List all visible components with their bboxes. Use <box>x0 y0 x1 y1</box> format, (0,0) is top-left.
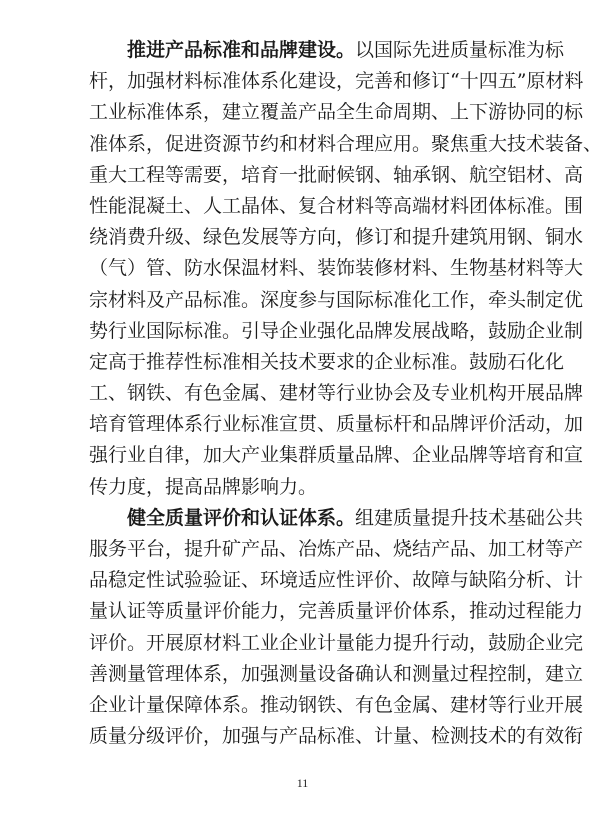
paragraph-1-line: 工、钢铁、有色金属、建材等行业协会及专业机构开展品牌 <box>89 382 584 405</box>
paragraph-1-line: 工业标准体系，建立覆盖产品全生命周期、上下游协同的标 <box>89 101 584 124</box>
paragraph-2-line: 量认证等质量评价能力，完善质量评价体系，推动过程能力 <box>89 600 584 623</box>
paragraph-2-line: 善测量管理体系，加强测量设备确认和测量过程控制，建立 <box>89 662 584 685</box>
paragraph-1-heading: 推进产品标准和品牌建设。 <box>127 39 356 61</box>
paragraph-1-line: 宗材料及产品标准。深度参与国际标准化工作，牵头制定优 <box>89 288 584 311</box>
paragraph-2-line-1 <box>89 503 584 534</box>
body-text <box>89 35 603 752</box>
paragraph-1-line: 强行业自律，加大产业集群质量品牌、企业品牌等培育和宣 <box>89 444 584 467</box>
paragraph-1-text: 以国际先进质量标准为标 <box>355 39 565 61</box>
paragraph-2-line: 企业计量保障体系。推动钢铁、有色金属、建材等行业开展 <box>89 693 584 716</box>
paragraph-2-line: 服务平台，提升矿产品、冶炼产品、烧结产品、加工材等产 <box>89 538 584 560</box>
paragraph-1-line: 重大工程等需要，培育一批耐候钢、轴承钢、航空铝材、高 <box>89 163 584 186</box>
paragraph-1-line: 性能混凝土、人工晶体、复合材料等高端材料团体标准。围 <box>89 194 584 217</box>
paragraph-1-line: 传力度，提高品牌影响力。 <box>89 475 318 498</box>
paragraph-1-line: （气）管、防水保温材料、装饰装修材料、生物基材料等大 <box>89 257 584 280</box>
paragraph-1-line: 定高于推荐性标准相关技术要求的企业标准。鼓励石化化 <box>89 350 565 373</box>
paragraph-2-line: 品稳定性试验验证、环境适应性评价、故障与缺陷分析、计 <box>89 569 584 592</box>
paragraph-1-line: 准体系，促进资源节约和材料合理应用。聚焦重大技术装备、 <box>89 132 603 155</box>
paragraph-1-line: 势行业国际标准。引导企业强化品牌发展战略，鼓励企业制 <box>89 319 584 342</box>
paragraph-1-line: 杆，加强材料标准体系化建设，完善和修订“十四五”原材料 <box>89 70 584 93</box>
page-number: 11 <box>296 776 309 790</box>
paragraph-2-line: 评价。开展原材料工业企业计量能力提升行动，鼓励企业完 <box>89 631 584 654</box>
paragraph-1-line: 绕消费升级、绿色发展等方向，修订和提升建筑用钢、铜水 <box>89 226 584 249</box>
paragraph-1-line-1 <box>89 35 565 66</box>
paragraph-2-line: 质量分级评价，加强与产品标准、计量、检测技术的有效衔 <box>89 725 584 748</box>
paragraph-1-line: 培育管理体系行业标准宣贯、质量标杆和品牌评价活动，加 <box>89 413 584 436</box>
paragraph-2-text: 组建质量提升技术基础公共 <box>355 506 584 529</box>
paragraph-2-heading: 健全质量评价和认证体系。 <box>127 506 356 529</box>
